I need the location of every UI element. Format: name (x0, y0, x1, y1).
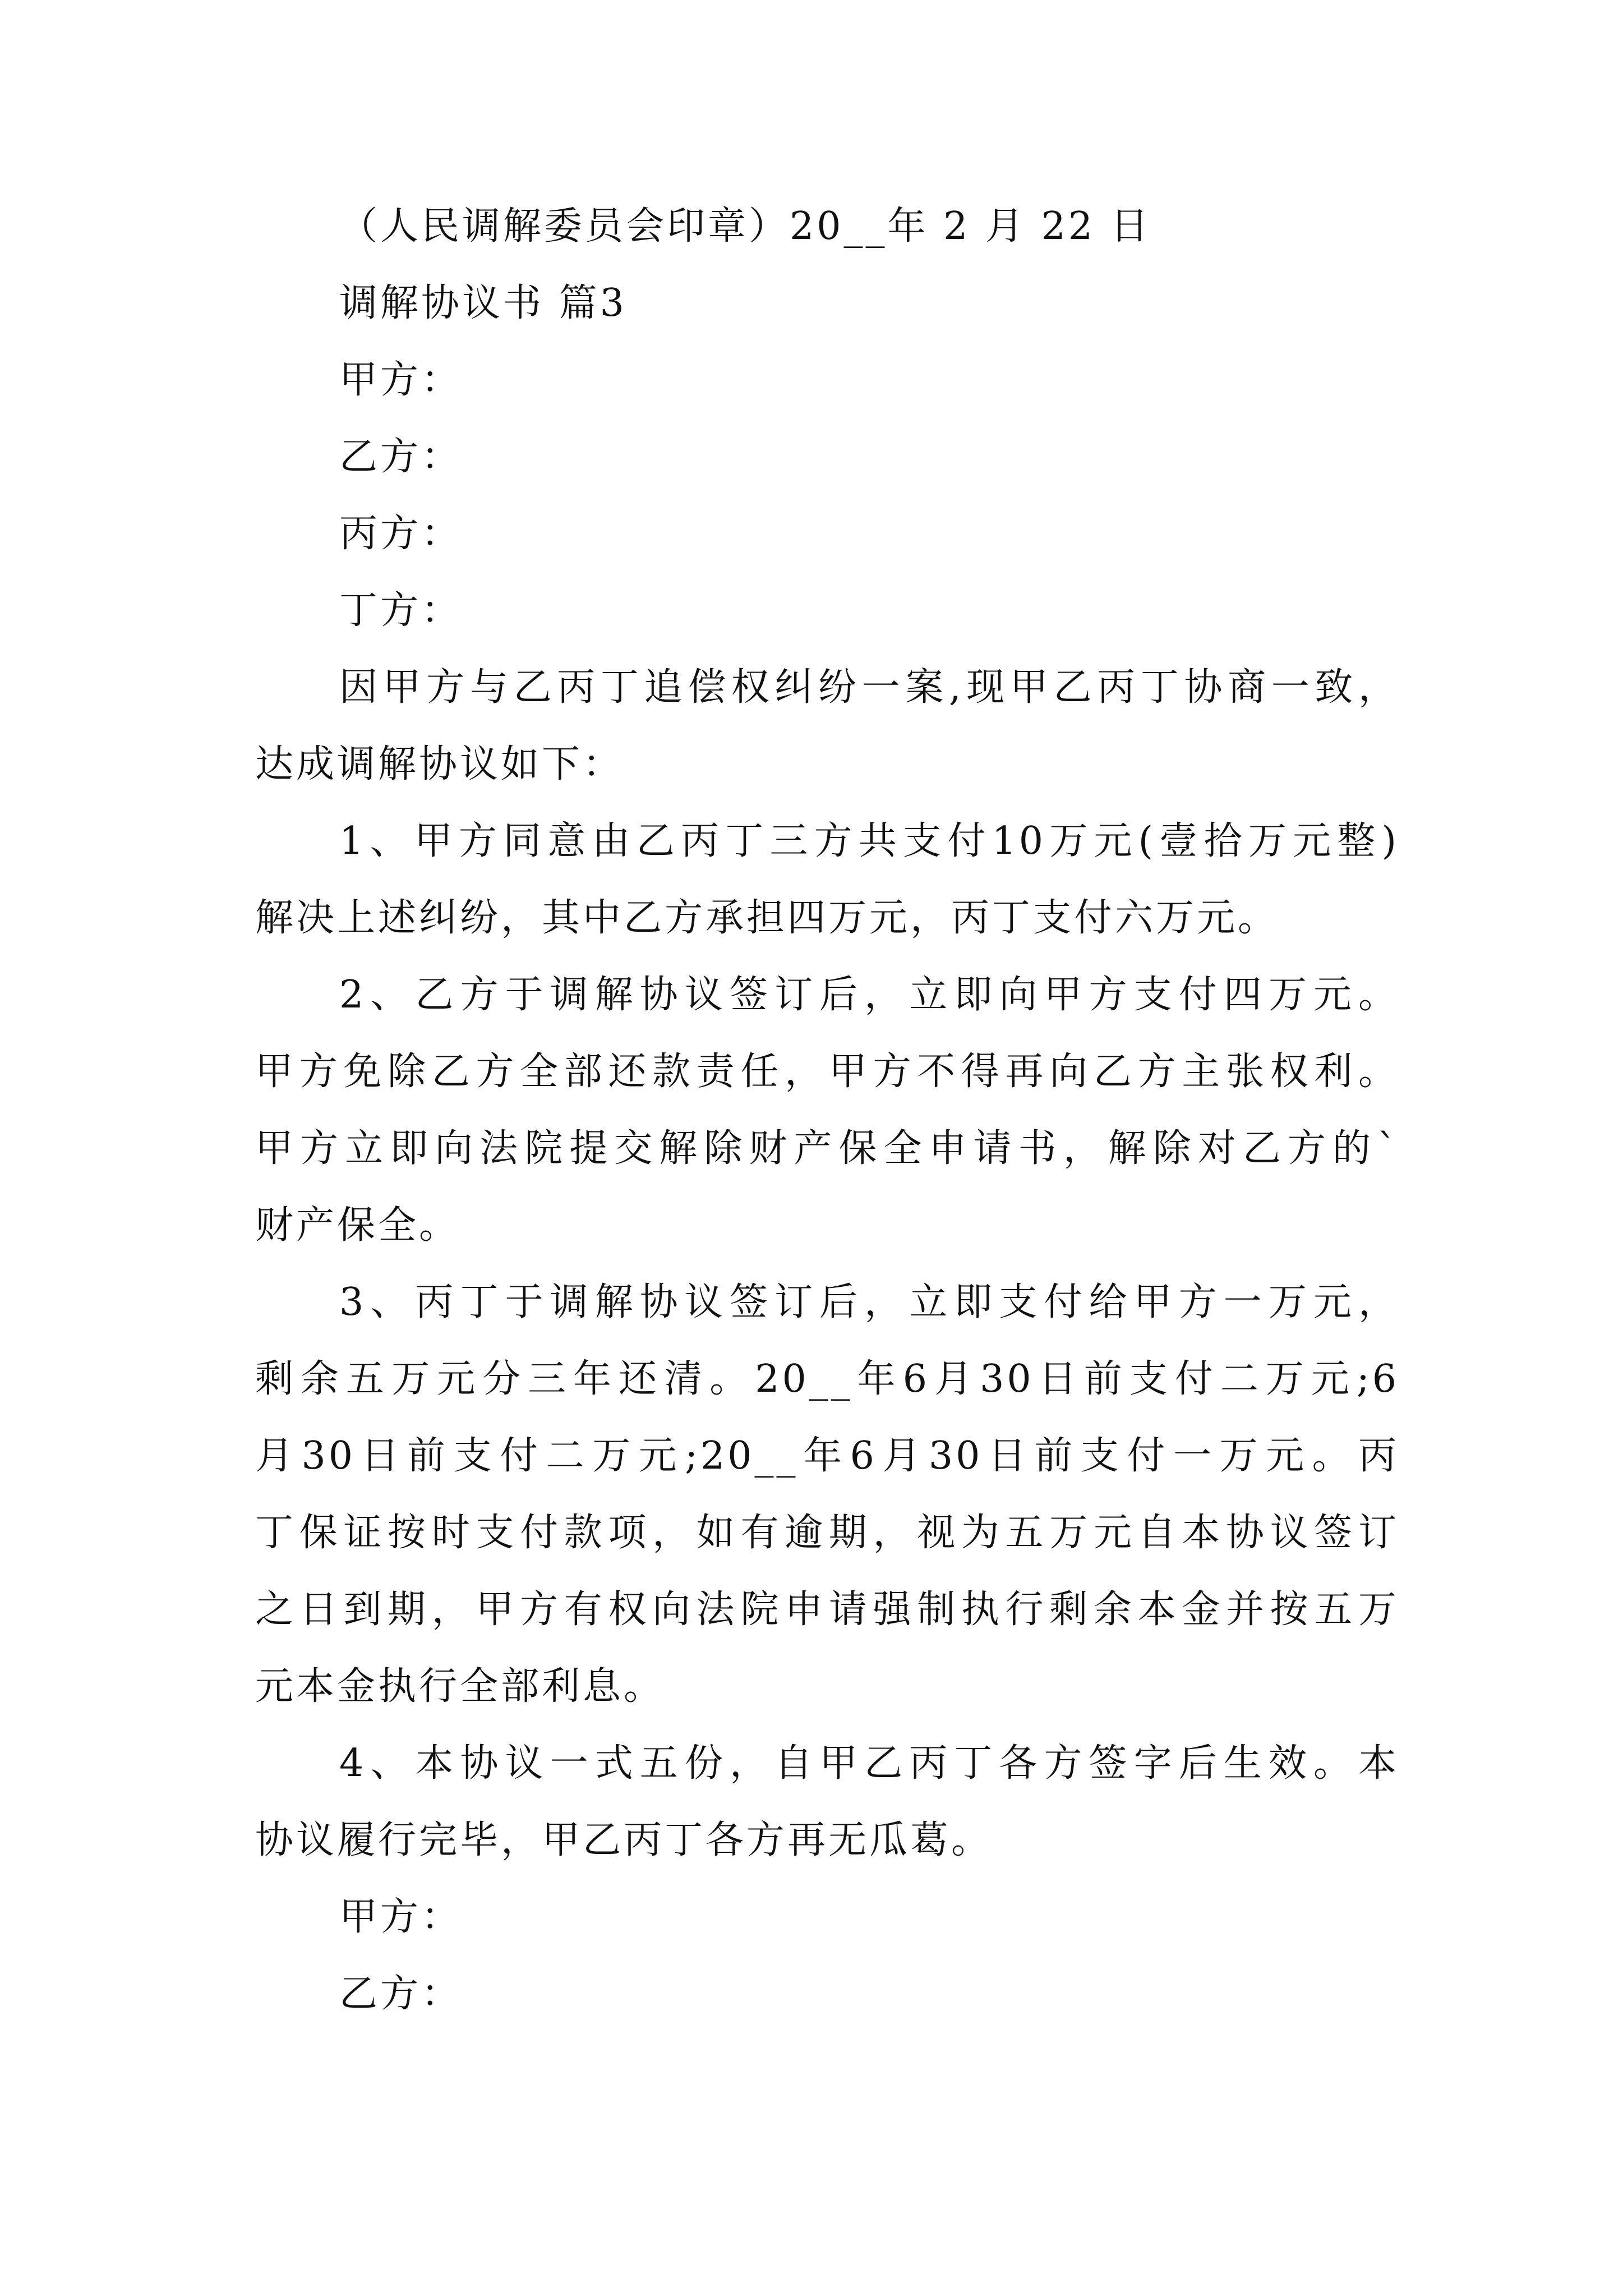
document-line: 乙方： (339, 1972, 463, 2016)
document-body (255, 188, 1399, 2032)
document-line: 丙方： (339, 512, 463, 556)
document-line: 乙方： (339, 435, 463, 479)
document-line: 达成调解协议如下： (255, 742, 624, 786)
document-line: 3、丙丁于调解协议签订后，立即支付给甲方一万元， (339, 1280, 1399, 1324)
document-line: 元本金执行全部利息。 (255, 1664, 665, 1709)
document-line: 甲方立即向法院提交解除财产保全申请书，解除对乙方的` (255, 1126, 1399, 1171)
document-line: 财产保全。 (255, 1203, 460, 1248)
document-line: 1、甲方同意由乙丙丁三方共支付10万元(壹拾万元整) (339, 819, 1399, 863)
document-line: 丁保证按时支付款项，如有逾期，视为五万元自本协议签订 (255, 1511, 1399, 1555)
document-line: 2、乙方于调解协议签订后，立即向甲方支付四万元。 (339, 973, 1399, 1017)
document-line: 之日到期，甲方有权向法院申请强制执行剩余本金并按五万 (255, 1588, 1399, 1632)
document-line: 甲方： (339, 1895, 463, 1939)
document-line: 月30日前支付二万元;20__年6月30日前支付一万元。丙 (255, 1434, 1399, 1478)
document-line: 剩余五万元分三年还清。20__年6月30日前支付二万元;6 (255, 1357, 1399, 1401)
document-line: 调解协议书 篇3 (339, 281, 627, 325)
document-line: 甲方： (339, 358, 463, 402)
document-line: 因甲方与乙丙丁追偿权纠纷一案,现甲乙丙丁协商一致， (339, 665, 1399, 710)
document-line: 4、本协议一式五份，自甲乙丙丁各方签字后生效。本 (339, 1741, 1399, 1786)
document-line: 协议履行完毕，甲乙丙丁各方再无瓜葛。 (255, 1818, 993, 1862)
document-line: 解决上述纠纷，其中乙方承担四万元，丙丁支付六万元。 (255, 896, 1279, 940)
document-line: 丁方： (339, 588, 463, 633)
document-line: 甲方免除乙方全部还款责任，甲方不得再向乙方主张权利。 (255, 1050, 1399, 1094)
document-line: （人民调解委员会印章）20__年 2 月 22 日 (339, 204, 1151, 249)
